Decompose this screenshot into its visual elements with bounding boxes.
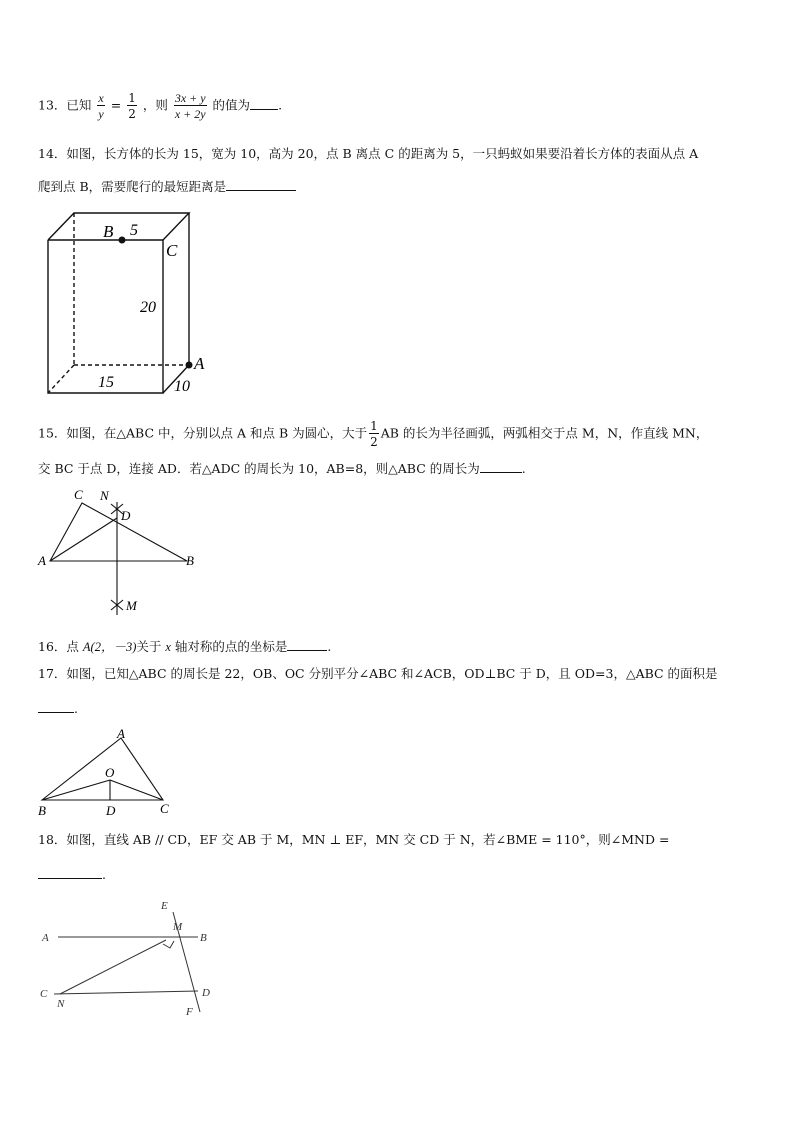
q15-frac-denominator: 2 (370, 435, 378, 449)
q13-frac1-numerator: x (98, 91, 104, 105)
arc-mark-M-2 (111, 600, 123, 610)
cuboid-label-10: 10 (174, 378, 190, 395)
q16-axis: x (165, 640, 171, 654)
right-angle-mark (163, 941, 174, 948)
q14-line-2-text: 爬到点 B，需要爬行的最短距离是 (38, 179, 227, 194)
cuboid-label-15: 15 (98, 374, 114, 391)
q18-label-A: A (42, 932, 49, 944)
q13-frac3-numerator: 3x + y (174, 91, 206, 105)
q15-line-1-b: AB 的长为半径画弧，两弧相交于点 M，N，作直线 MN， (380, 425, 709, 441)
tri-label-B: B (186, 553, 194, 568)
arc-mark-N-1 (111, 504, 123, 514)
q17-label-A: A (117, 726, 125, 741)
cuboid-top-face (48, 213, 189, 240)
triangle-ABC (50, 503, 187, 561)
q13-suffix: 的值为 (212, 97, 251, 113)
tri-label-M: M (126, 598, 137, 613)
q13-prefix: 已知 (66, 97, 92, 113)
q18-label-N: N (57, 998, 65, 1010)
tri-label-A: A (38, 553, 46, 568)
q18-label-M: M (173, 921, 183, 933)
q18-label-E: E (161, 900, 168, 912)
q16-text-a: 16．点 (38, 639, 83, 654)
q16-answer-blank[interactable] (287, 638, 327, 651)
q15-end: . (521, 461, 526, 476)
segment-OC (110, 780, 163, 800)
q13-end: . (278, 97, 283, 113)
q16-end: . (327, 639, 332, 654)
q15-fraction-one-half (369, 420, 379, 448)
tri-label-D: D (121, 508, 131, 523)
question-14-line-1: 14．如图，长方体的长为 15，宽为 10，高为 20，点 B 离点 C 的距离为 5，一只蚂蚁如果要沿着长方体的表面从点 A (38, 146, 699, 161)
q15-answer-blank[interactable] (480, 460, 522, 473)
q15-line-1-a: 15．如图，在△ABC 中，分别以点 A 和点 B 为圆心，大于 (38, 425, 368, 441)
question-18-line-1: 18．如图，直线 AB // CD，EF 交 AB 于 M，MN ⊥ EF，MN 交 CD 于 N，若∠BME = 110°，则∠MND = (38, 832, 670, 847)
q17-label-C: C (160, 801, 169, 816)
question-17-line-2 (38, 700, 78, 716)
cuboid-label-B: B (103, 222, 114, 241)
cuboid-bottom-right-edge (163, 365, 189, 393)
q17-label-O: O (105, 765, 115, 780)
q17-label-B: B (38, 803, 46, 818)
q16-text-b: 关于 (136, 639, 166, 654)
q18-label-D: D (202, 987, 210, 999)
q18-answer-blank[interactable] (38, 866, 102, 879)
q13-middle: ，则 (142, 97, 168, 113)
q15-frac-numerator: 1 (370, 419, 378, 433)
q18-label-B: B (200, 932, 207, 944)
q18-end: . (102, 867, 106, 882)
cuboid-hidden-bottom-edge (48, 365, 74, 393)
q16-text-c: 轴对称的点的坐标是 (170, 639, 288, 654)
q17-label-D: D (106, 803, 116, 818)
question-18-line-2 (38, 866, 106, 882)
question-14-line-2 (38, 178, 296, 194)
q18-label-F: F (186, 1006, 193, 1018)
q13-frac2-denominator: 2 (128, 107, 136, 121)
q13-fraction-one-half (127, 92, 137, 120)
cuboid-label-5: 5 (130, 222, 138, 239)
q16-point: A(2，－3) (82, 640, 137, 654)
q13-answer-blank[interactable] (250, 97, 278, 110)
line-CD (54, 991, 198, 994)
segment-MN (60, 940, 166, 994)
tri-label-C: C (74, 487, 83, 502)
cuboid-front-face (48, 240, 163, 393)
arc-mark-M-1 (111, 600, 123, 610)
q14-answer-blank[interactable] (226, 178, 296, 191)
q13-fraction-x-over-y (97, 92, 104, 120)
q17-end: . (74, 701, 78, 716)
q18-label-C: C (40, 988, 48, 1000)
line-EF (173, 912, 200, 1012)
q13-fraction-expression (174, 92, 207, 120)
cuboid-label-C: C (166, 241, 178, 260)
question-15-line-1 (38, 420, 708, 448)
question-15-line-2 (38, 460, 526, 476)
segment-OB (42, 780, 110, 800)
cuboid-label-20: 20 (140, 299, 156, 316)
question-13 (38, 92, 282, 120)
question-17-line-1: 17．如图，已知△ABC 的周长是 22，OB、OC 分别平分∠ABC 和∠ACB，OD⊥BC 于 D，且 OD=3，△ABC 的面积是 (38, 666, 718, 681)
q13-equals: = (110, 97, 122, 113)
triangle-ABC-q17 (42, 738, 163, 800)
arc-mark-N-2 (111, 504, 123, 514)
q13-frac3-denominator: x + 2y (174, 107, 206, 121)
q17-answer-blank[interactable] (38, 700, 74, 713)
q13-frac1-denominator: y (98, 107, 104, 121)
point-A-dot (186, 362, 193, 369)
point-B-dot (119, 237, 126, 244)
q15-line-2-text: 交 BC 于点 D，连接 AD．若△ADC 的周长为 10，AB=8，则△ABC 的周长为 (38, 461, 480, 476)
tri-label-N: N (100, 488, 109, 503)
q13-number: 13． (38, 97, 67, 113)
question-16 (38, 638, 331, 654)
q13-frac2-numerator: 1 (128, 91, 136, 105)
segment-AD (50, 518, 117, 561)
cuboid-label-A: A (194, 354, 205, 373)
